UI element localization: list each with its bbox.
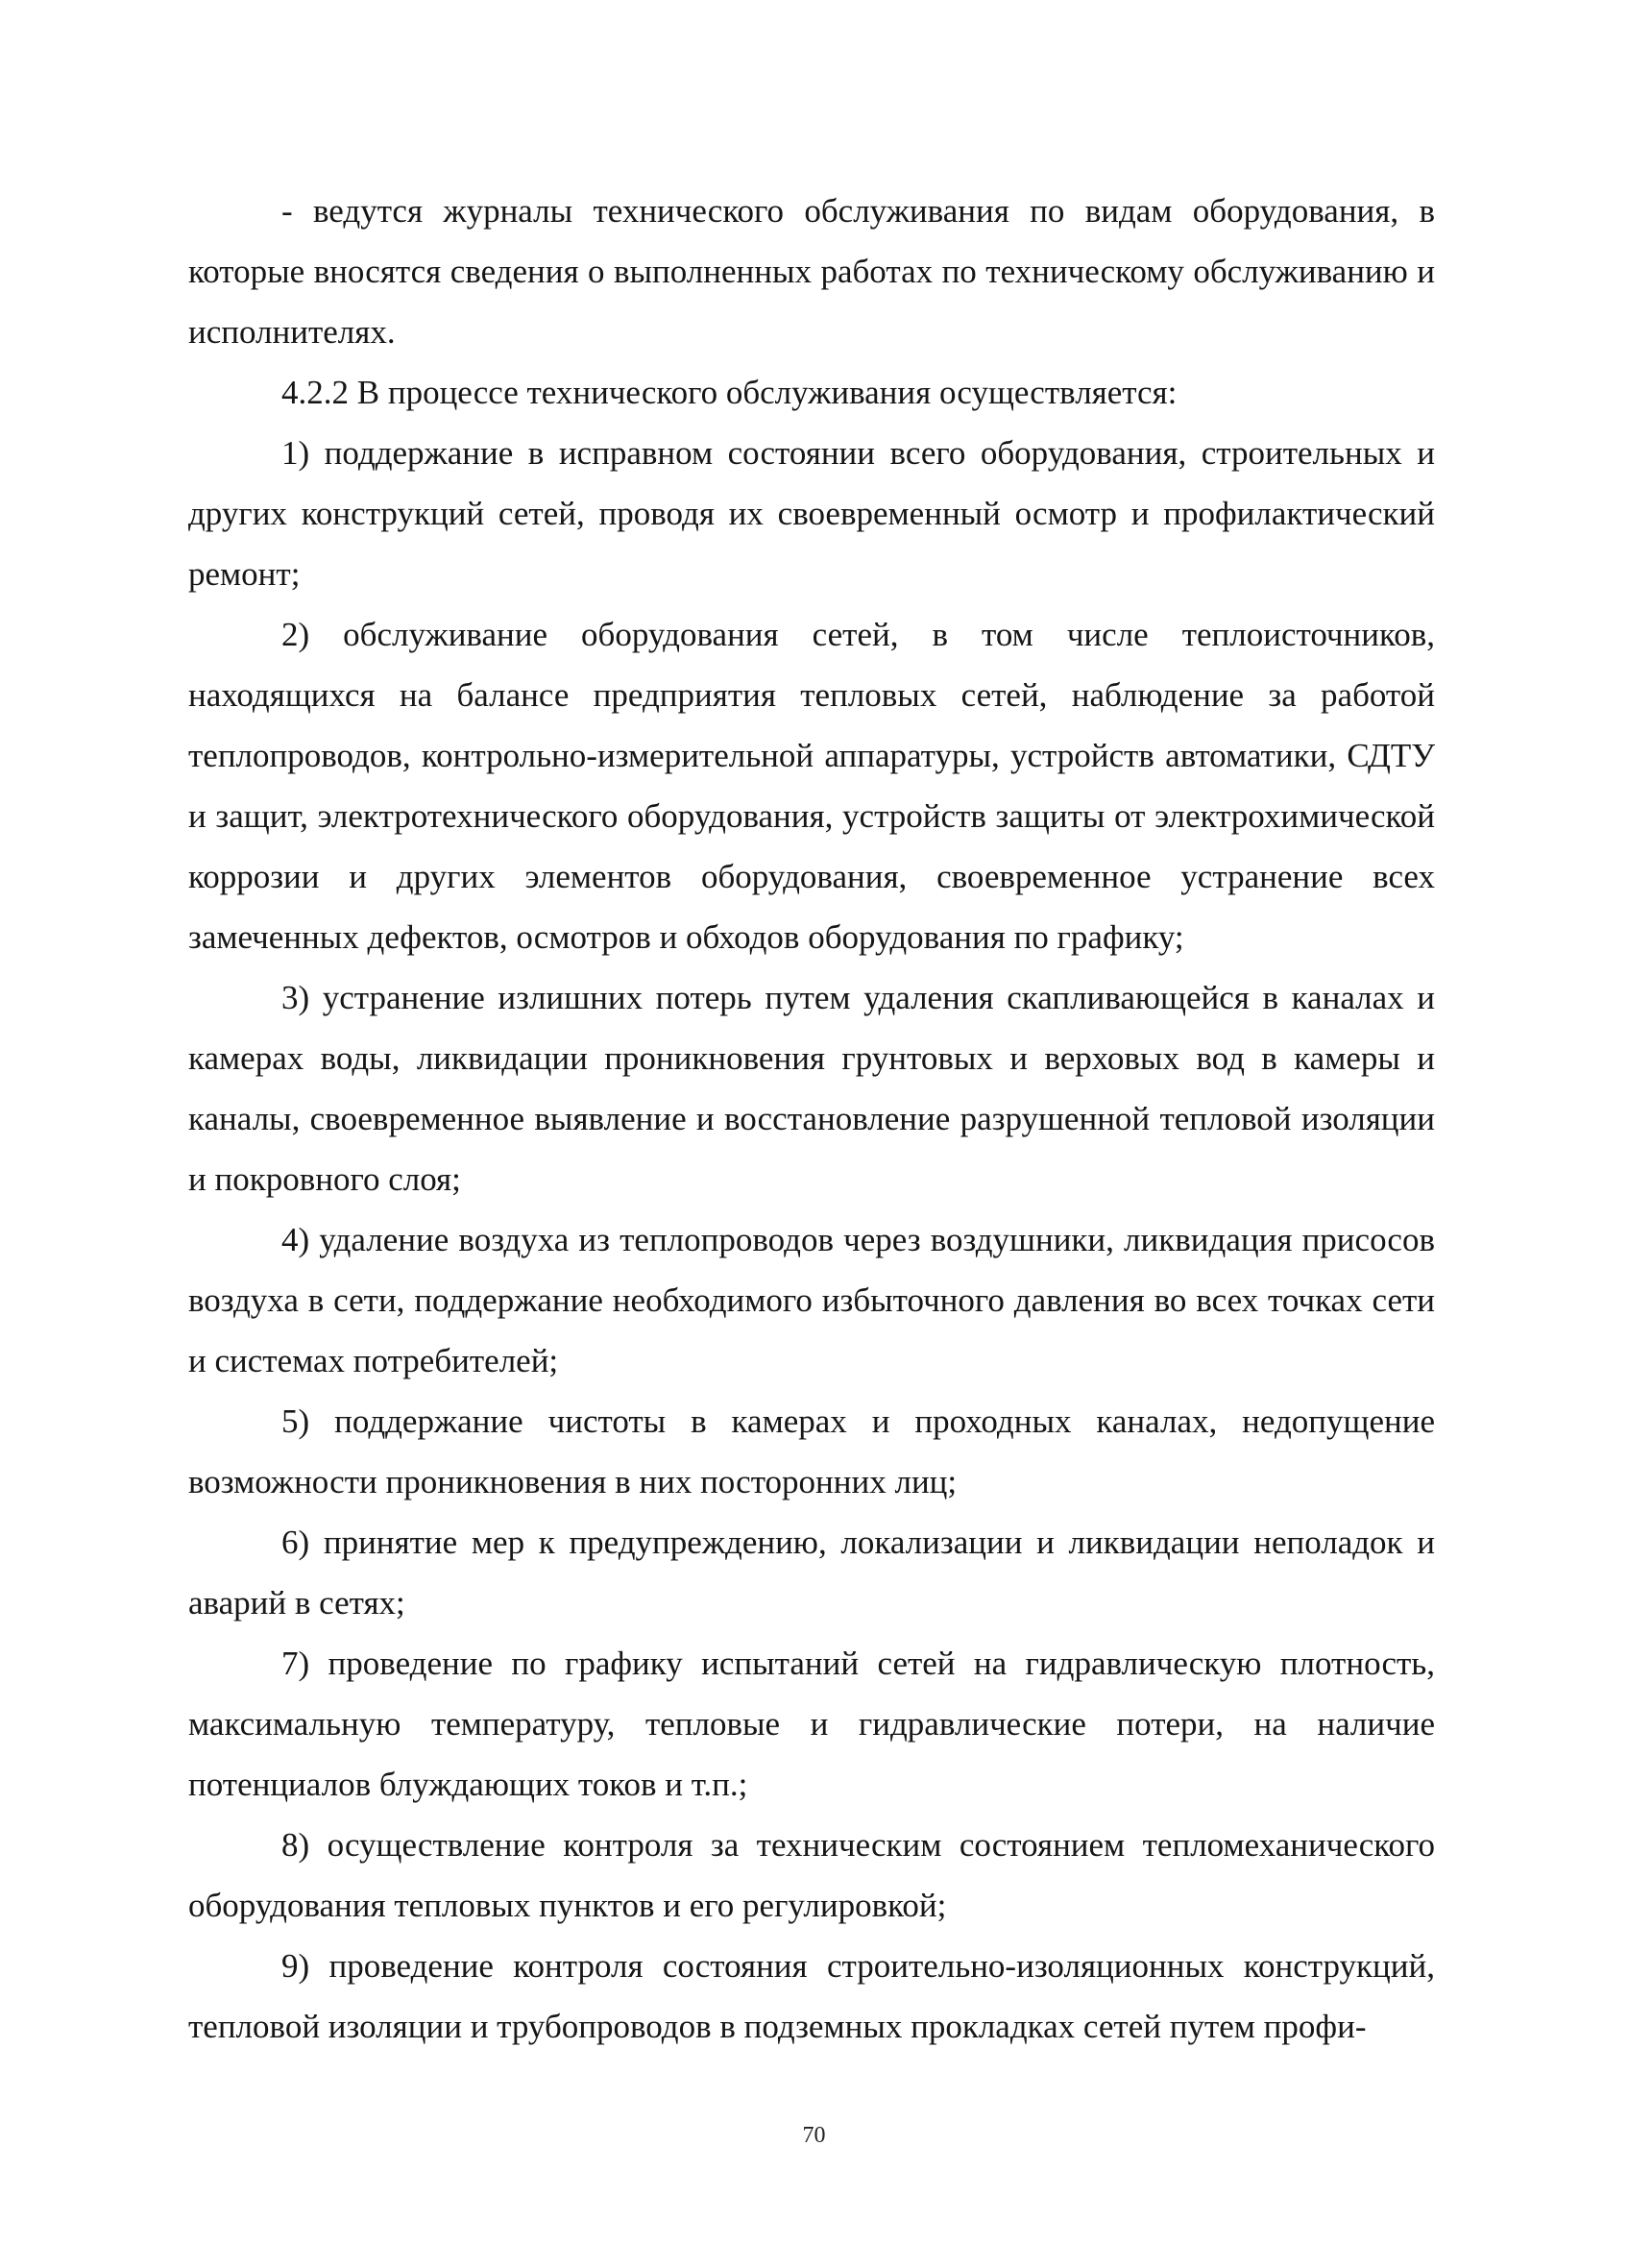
list-item-9: 9) проведение контроля состояния строительно-изоляционных конструкций, тепловой изоляции и трубопроводов в подземных прокладках сетей путем профи- <box>188 1947 1435 2045</box>
body-text <box>188 181 1435 2057</box>
list-item-3: 3) устранение излишних потерь путем удаления скапливающейся в каналах и камерах воды, ликвидации проникновения грунтовых и верховых вод в камеры и каналы, своевременное выявление и восстановление разрушенной тепловой изоляции и покровного слоя; <box>188 979 1435 1198</box>
list-item-1: 1) поддержание в исправном состоянии всего оборудования, строительных и других конструкций сетей, проводя их своевременный осмотр и профилактический ремонт; <box>188 434 1435 593</box>
paragraph-section-4-2-2: 4.2.2 В процессе технического обслуживания осуществляется: <box>281 374 1178 411</box>
paragraph-journals: - ведутся журналы технического обслуживания по видам оборудования, в которые вносятся сведения о выполненных работах по техническому обслуживанию и исполнителях. <box>188 192 1435 351</box>
list-item-5: 5) поддержание чистоты в камерах и проходных каналах, недопущение возможности проникновения в них посторонних лиц; <box>188 1402 1435 1500</box>
list-item-4: 4) удаление воздуха из теплопроводов через воздушники, ликвидация присосов воздуха в сети, поддержание необходимого избыточного давления во всех точках сети и системах потребителей; <box>188 1221 1435 1379</box>
list-item-2: 2) обслуживание оборудования сетей, в том числе теплоисточников, находящихся на балансе предприятия тепловых сетей, наблюдение за работой теплопроводов, контрольно-измерительной аппаратуры, устройств автоматики, СДТУ и защит, электротехнического оборудования, устройств защиты от электрохимической коррозии и других элементов оборудования, своевременное устранение всех замеченных дефектов, осмотров и обходов оборудования по графику; <box>188 616 1435 956</box>
page-number: 70 <box>802 2123 826 2148</box>
list-item-8: 8) осуществление контроля за техническим состоянием тепломеханического оборудования тепловых пунктов и его регулировкой; <box>188 1826 1435 1924</box>
list-item-7: 7) проведение по графику испытаний сетей на гидравлическую плотность, максимальную температуру, тепловые и гидравлические потери, на наличие потенциалов блуждающих токов и т.п.; <box>188 1645 1435 1803</box>
list-item-6: 6) принятие мер к предупреждению, локализации и ликвидации неполадок и аварий в сетях; <box>188 1524 1435 1622</box>
